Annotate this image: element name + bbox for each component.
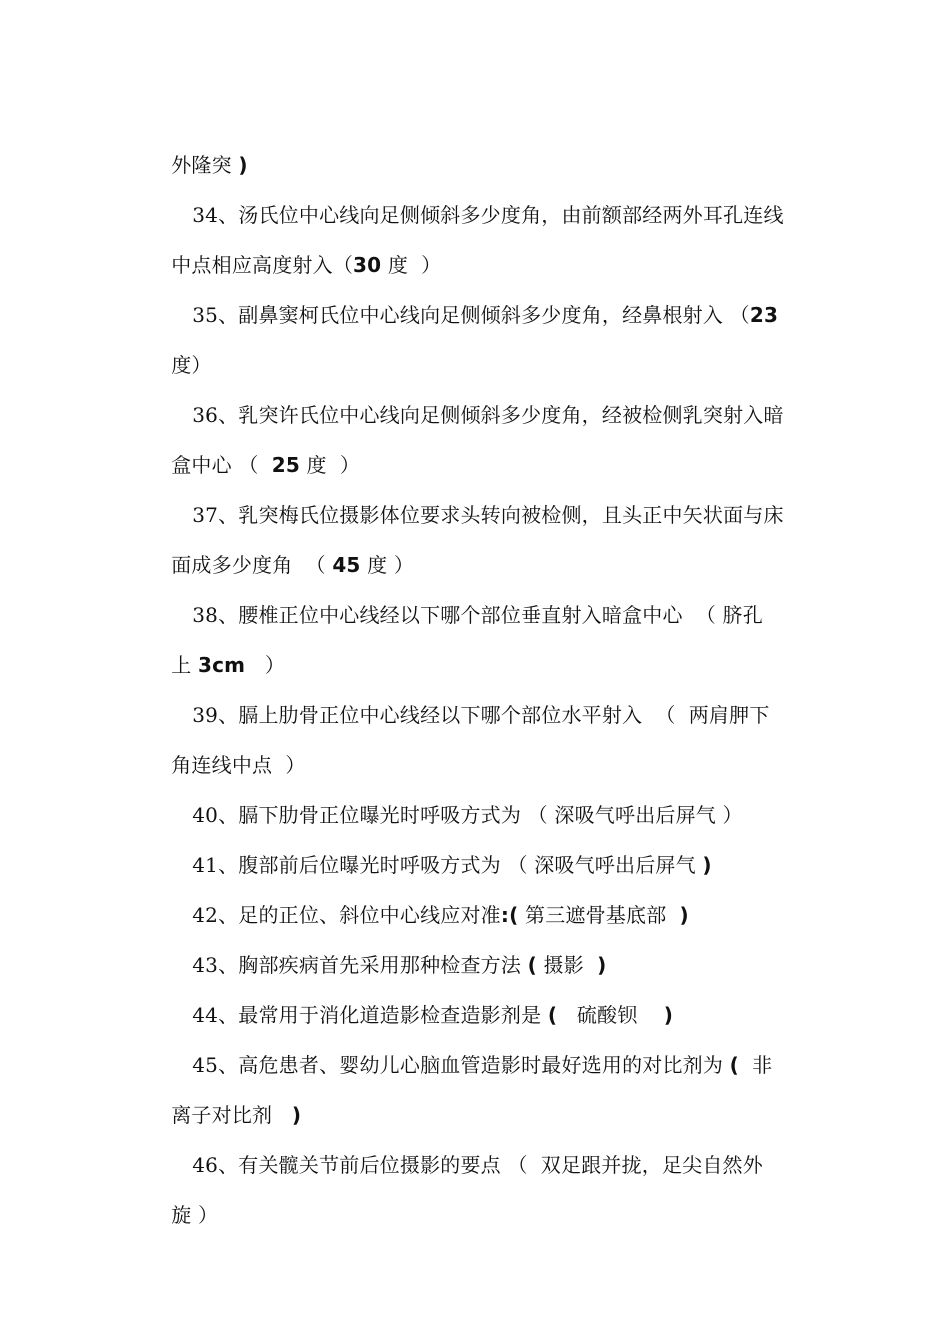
- text-run: 44、最常用于消化道造影检查造影剂是: [192, 1003, 548, 1027]
- q43-line-1: [166, 920, 607, 977]
- text-run: 37、乳突梅氏位摄影体位要求头转向被检侧，且头正中矢状面与床: [192, 503, 784, 527]
- text-run: 40、膈下肋骨正位曝光时呼吸方式为 （ 深吸气呼出后屏气 ）: [192, 803, 743, 827]
- text-run: 盒中心 （: [171, 453, 272, 477]
- q35-line-1: [166, 270, 779, 327]
- text-run: 46、有关髋关节前后位摄影的要点 （ 双足跟并拢，足尖自然外: [192, 1153, 763, 1177]
- bold-run: ): [702, 853, 712, 877]
- bold-run: :(: [500, 903, 519, 927]
- answer-value: 3cm: [198, 653, 246, 677]
- q39-line-1: [166, 670, 770, 727]
- text-run: 43、胸部疾病首先采用那种检查方法: [192, 953, 528, 977]
- text-run: 面成多少度角 （: [171, 553, 333, 577]
- text-run: 38、腰椎正位中心线经以下哪个部位垂直射入暗盒中心 （ 脐孔: [192, 603, 763, 627]
- q40-line-1: [166, 770, 743, 827]
- text-run: 外隆突: [171, 153, 239, 177]
- text-run: 41、腹部前后位曝光时呼吸方式为 （ 深吸气呼出后屏气: [192, 853, 703, 877]
- answer-value: 45: [332, 553, 361, 577]
- q45-line-1: [166, 1020, 773, 1077]
- q46-line-1: [166, 1120, 763, 1177]
- text-run: 第三遮骨基底部: [518, 903, 680, 927]
- q34-line-1: [166, 170, 784, 227]
- bold-run: ): [679, 903, 689, 927]
- text-run: 35、副鼻窦柯氏位中心线向足侧倾斜多少度角，经鼻根射入 （: [192, 303, 750, 327]
- q36-line-2: [145, 420, 361, 477]
- q35-line-2: [145, 320, 212, 377]
- q44-line-1: [166, 970, 674, 1027]
- bold-run: ): [597, 953, 607, 977]
- q37-line-2: [145, 520, 415, 577]
- q46-line-2: [145, 1170, 219, 1227]
- q37-line-1: [166, 470, 784, 527]
- text-run: 硫酸钡: [557, 1003, 664, 1027]
- text-run: 非: [738, 1053, 773, 1077]
- q33-line-1: [145, 120, 248, 177]
- text-run: 39、膈上肋骨正位中心线经以下哪个部位水平射入 （ 两肩胛下: [192, 703, 770, 727]
- text-run: 度）: [171, 353, 212, 377]
- q45-line-2: [145, 1070, 302, 1127]
- answer-value: 30: [353, 253, 382, 277]
- text-run: 度 ）: [360, 553, 415, 577]
- text-run: 摄影: [537, 953, 598, 977]
- q38-line-2: [145, 620, 286, 677]
- q36-line-1: [166, 370, 784, 427]
- bold-run: ): [238, 153, 248, 177]
- text-run: 上: [171, 653, 198, 677]
- text-run: 离子对比剂: [171, 1103, 292, 1127]
- text-run: 度 ）: [299, 453, 361, 477]
- text-run: 36、乳突许氏位中心线向足侧倾斜多少度角，经被检侧乳突射入暗: [192, 403, 784, 427]
- text-run: 34、汤氏位中心线向足侧倾斜多少度角，由前额部经两外耳孔连线: [192, 203, 784, 227]
- answer-value: 25: [271, 453, 300, 477]
- text-run: 中点相应高度射入（: [171, 253, 354, 277]
- q34-line-2: [145, 220, 442, 277]
- text-run: ）: [245, 653, 286, 677]
- q42-line-1: [166, 870, 689, 927]
- text-run: 度 ）: [381, 253, 442, 277]
- q41-line-1: [166, 820, 712, 877]
- bold-run: (: [527, 953, 537, 977]
- text-run: 45、高危患者、婴幼儿心脑血管造影时最好选用的对比剂为: [192, 1053, 730, 1077]
- bold-run: ): [663, 1003, 674, 1027]
- text-run: 角连线中点 ）: [171, 753, 306, 777]
- q39-line-2: [145, 720, 306, 777]
- answer-value: 23: [749, 303, 779, 327]
- text-run: 42、足的正位、斜位中心线应对准: [192, 903, 501, 927]
- q38-line-1: [166, 570, 763, 627]
- bold-run: ): [291, 1103, 302, 1127]
- text-run: 旋 ）: [171, 1203, 219, 1227]
- bold-run: (: [547, 1003, 558, 1027]
- bold-run: (: [729, 1053, 739, 1077]
